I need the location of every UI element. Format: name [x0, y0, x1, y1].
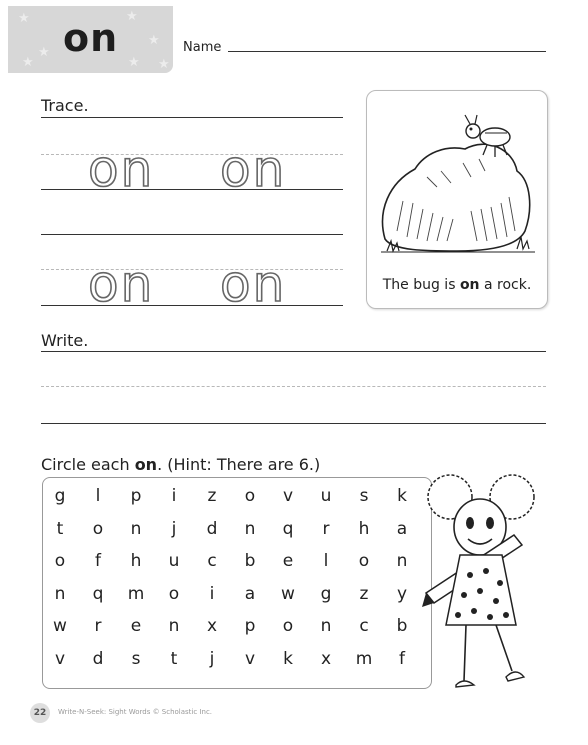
- grid-letter[interactable]: j: [209, 648, 215, 669]
- trace-word: on: [88, 140, 155, 198]
- star-decoration: ★: [126, 9, 138, 24]
- grid-letter[interactable]: b: [396, 616, 408, 636]
- title-text: Circle each: [41, 455, 135, 474]
- page-title: on: [63, 16, 119, 60]
- title-bold-word: on: [134, 455, 158, 474]
- grid-row: [43, 584, 431, 614]
- header-word-tab: [8, 6, 173, 73]
- caption-text: The bug is: [382, 277, 460, 293]
- grid-letter[interactable]: z: [207, 486, 217, 506]
- grid-letter[interactable]: s: [131, 648, 141, 669]
- grid-letter[interactable]: n: [244, 518, 256, 539]
- name-label: Name: [183, 40, 222, 55]
- grid-letter[interactable]: c: [359, 616, 369, 636]
- picture-caption: [367, 277, 547, 293]
- grid-letter[interactable]: q: [92, 583, 104, 604]
- grid-letter[interactable]: i: [209, 583, 215, 604]
- grid-letter[interactable]: v: [54, 648, 66, 669]
- grid-row: [43, 616, 431, 646]
- grid-letter[interactable]: g: [320, 583, 332, 604]
- grid-letter[interactable]: o: [244, 486, 256, 506]
- word-search-grid: [42, 477, 432, 689]
- grid-letter[interactable]: a: [244, 583, 256, 604]
- grid-letter[interactable]: u: [320, 486, 332, 506]
- write-title: Write.: [41, 331, 89, 350]
- grid-letter[interactable]: b: [244, 551, 256, 571]
- trace-midline: [41, 269, 343, 270]
- write-midline: [41, 386, 546, 387]
- trace-baseline: [41, 189, 343, 190]
- footer-credit: Write-N-Seek: Sight Words © Scholastic Inc.: [58, 708, 213, 716]
- grid-letter[interactable]: l: [95, 486, 101, 506]
- grid-letter[interactable]: f: [399, 648, 405, 669]
- grid-letter[interactable]: t: [170, 648, 178, 669]
- grid-letter[interactable]: n: [130, 518, 142, 539]
- star-decoration: ★: [18, 11, 30, 26]
- grid-letter[interactable]: n: [168, 616, 180, 636]
- grid-letter[interactable]: v: [244, 648, 256, 669]
- bug-on-rock-illustration: [367, 91, 547, 271]
- grid-letter[interactable]: k: [283, 648, 293, 669]
- write-baseline[interactable]: [41, 423, 546, 424]
- grid-letter[interactable]: s: [359, 486, 369, 506]
- name-field[interactable]: [228, 51, 546, 52]
- grid-letter[interactable]: k: [397, 486, 407, 506]
- grid-letter[interactable]: l: [323, 551, 329, 571]
- grid-letter[interactable]: w: [281, 583, 295, 604]
- grid-letter[interactable]: v: [282, 486, 294, 506]
- grid-letter[interactable]: c: [207, 551, 217, 571]
- star-decoration: ★: [148, 33, 160, 48]
- grid-letter[interactable]: h: [130, 551, 142, 571]
- grid-letter[interactable]: p: [130, 486, 142, 506]
- grid-letter[interactable]: n: [320, 616, 332, 636]
- grid-letter[interactable]: n: [396, 551, 408, 571]
- grid-letter[interactable]: j: [171, 518, 177, 539]
- star-decoration: ★: [158, 57, 170, 72]
- grid-letter[interactable]: x: [206, 616, 218, 636]
- grid-letter[interactable]: d: [206, 518, 218, 539]
- grid-row: [43, 551, 431, 581]
- grid-letter[interactable]: f: [95, 551, 101, 571]
- grid-letter[interactable]: q: [282, 518, 294, 539]
- grid-letter[interactable]: n: [54, 583, 66, 604]
- star-decoration: ★: [38, 45, 50, 60]
- grid-letter[interactable]: a: [396, 518, 408, 539]
- grid-letter[interactable]: x: [320, 648, 332, 669]
- trace-word: on: [88, 255, 155, 313]
- grid-letter[interactable]: i: [171, 486, 177, 506]
- star-decoration: ★: [22, 55, 34, 70]
- grid-letter[interactable]: e: [282, 551, 294, 571]
- grid-letter[interactable]: y: [396, 583, 408, 604]
- trace-word: on: [220, 140, 287, 198]
- grid-letter[interactable]: r: [94, 616, 102, 636]
- grid-letter[interactable]: o: [168, 583, 180, 604]
- grid-letter[interactable]: m: [127, 583, 145, 604]
- grid-letter[interactable]: r: [322, 518, 330, 539]
- trace-baseline: [41, 305, 343, 306]
- grid-letter[interactable]: z: [359, 583, 369, 604]
- grid-letter[interactable]: d: [92, 648, 104, 669]
- grid-letter[interactable]: o: [54, 551, 66, 571]
- grid-letter[interactable]: u: [168, 551, 180, 571]
- grid-letter[interactable]: t: [56, 518, 64, 539]
- grid-letter[interactable]: g: [54, 486, 66, 506]
- page-number-badge: 22: [30, 703, 50, 723]
- trace-word: on: [220, 255, 287, 313]
- trace-title-underline: [41, 117, 343, 118]
- write-topline: [41, 351, 546, 352]
- trace-title: Trace.: [41, 96, 89, 115]
- caption-bold-word: on: [459, 277, 480, 293]
- grid-row: [43, 486, 431, 516]
- grid-letter[interactable]: o: [282, 616, 294, 636]
- star-decoration: ★: [128, 55, 140, 70]
- grid-letter[interactable]: h: [358, 518, 370, 539]
- word-search-title: [41, 455, 320, 474]
- grid-row: [43, 649, 431, 679]
- title-text: . (Hint: There are 6.): [157, 455, 321, 474]
- grid-letter[interactable]: w: [53, 616, 67, 636]
- girl-with-pencil-illustration: [420, 455, 540, 705]
- caption-text: a rock.: [479, 277, 532, 293]
- grid-letter[interactable]: o: [358, 551, 370, 571]
- trace-midline: [41, 154, 343, 155]
- grid-letter[interactable]: e: [130, 616, 142, 636]
- grid-letter[interactable]: p: [244, 616, 256, 636]
- grid-letter[interactable]: m: [355, 648, 373, 669]
- grid-letter[interactable]: o: [92, 518, 104, 539]
- grid-row: [43, 519, 431, 549]
- picture-card: [366, 90, 548, 309]
- trace-topline: [41, 234, 343, 235]
